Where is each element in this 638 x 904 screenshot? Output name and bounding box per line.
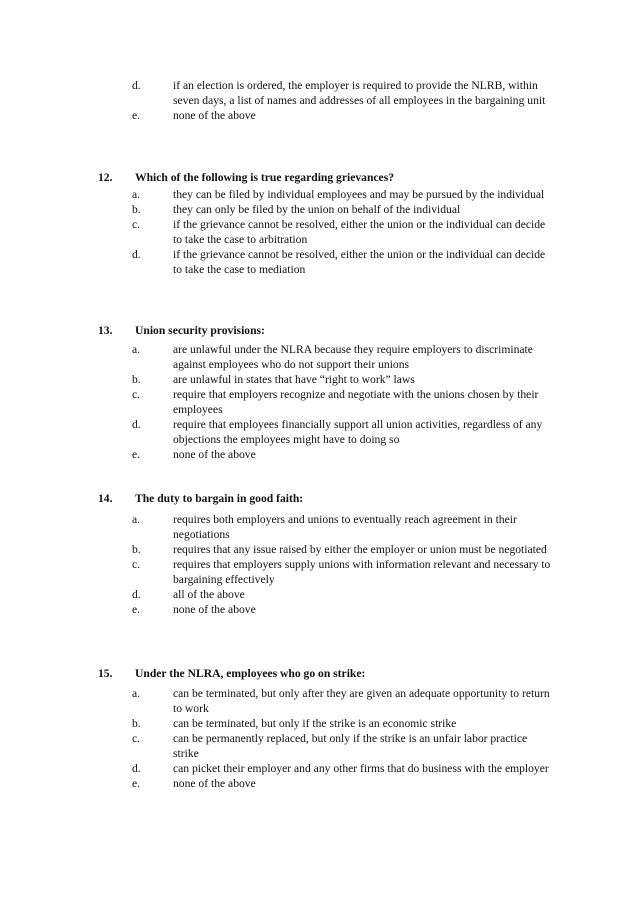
question-15-options	[132, 686, 552, 791]
option-text: none of the above	[173, 777, 256, 790]
option-text: require that employers recognize and negotiate with the unions chosen by their employees	[173, 388, 539, 416]
option-item	[132, 512, 552, 542]
option-letter: a.	[132, 188, 141, 201]
option-text: requires both employers and unions to eventually reach agreement in their negotiations	[173, 513, 517, 541]
question-number: 13.	[98, 324, 113, 337]
option-text: if the grievance cannot be resolved, either the union or the individual can decide to take the case to mediation	[173, 248, 546, 276]
option-text: can be permanently replaced, but only if the strike is an unfair labor practice strike	[173, 732, 528, 760]
option-item	[132, 387, 552, 417]
option-text: none of the above	[173, 109, 256, 122]
option-letter: c.	[132, 218, 141, 231]
question-text: Under the NLRA, employees who go on strike:	[135, 667, 366, 680]
option-letter: d.	[132, 588, 141, 601]
question-13-options	[132, 342, 552, 462]
option-text: can be terminated, but only after they are given an adequate opportunity to return to work	[173, 687, 550, 715]
question-number: 14.	[98, 492, 113, 505]
option-item	[132, 542, 552, 557]
option-text: none of the above	[173, 603, 256, 616]
option-item	[132, 716, 552, 731]
option-letter: d.	[132, 79, 141, 92]
option-text: they can be filed by individual employees and may be pursued by the individual	[173, 188, 545, 201]
option-letter: b.	[132, 717, 141, 730]
option-item	[132, 108, 552, 123]
option-letter: d.	[132, 248, 141, 261]
option-letter: d.	[132, 762, 141, 775]
question-number: 12.	[98, 171, 113, 184]
option-letter: a.	[132, 513, 141, 526]
option-item	[132, 342, 552, 372]
continuation-options	[132, 78, 552, 123]
option-text: are unlawful under the NLRA because they require employers to discriminate against employees who do not support their unions	[173, 343, 533, 371]
option-text: they can only be filed by the union on behalf of the individual	[173, 203, 461, 216]
option-letter: e.	[132, 109, 141, 122]
option-item	[132, 187, 552, 202]
option-item	[132, 202, 552, 217]
option-letter: e.	[132, 603, 141, 616]
question-12-options	[132, 187, 552, 277]
option-text: if an election is ordered, the employer is required to provide the NLRB, within seven days, a list of names and addresses of all employees in the bargaining unit	[173, 79, 546, 107]
option-item	[132, 447, 552, 462]
option-letter: a.	[132, 687, 141, 700]
option-text: can picket their employer and any other firms that do business with the employer	[173, 762, 549, 775]
option-item	[132, 731, 552, 761]
option-item	[132, 557, 552, 587]
option-item	[132, 247, 552, 277]
option-item	[132, 602, 552, 617]
option-item	[132, 761, 552, 776]
option-letter: b.	[132, 203, 141, 216]
option-text: all of the above	[173, 588, 245, 601]
option-letter: b.	[132, 543, 141, 556]
option-text: if the grievance cannot be resolved, either the union or the individual can decide to take the case to arbitration	[173, 218, 546, 246]
question-14-options	[132, 512, 552, 617]
option-item	[132, 78, 552, 108]
option-item	[132, 417, 552, 447]
option-letter: b.	[132, 373, 141, 386]
question-text: Which of the following is true regarding grievances?	[135, 171, 395, 184]
option-text: require that employees financially support all union activities, regardless of any objections the employees might have to doing so	[173, 418, 543, 446]
option-item	[132, 217, 552, 247]
option-text: can be terminated, but only if the strike is an economic strike	[173, 717, 457, 730]
option-letter: c.	[132, 732, 141, 745]
option-letter: c.	[132, 388, 141, 401]
option-item	[132, 776, 552, 791]
question-text: Union security provisions:	[135, 324, 265, 337]
option-text: requires that any issue raised by either the employer or union must be negotiated	[173, 543, 547, 556]
question-text: The duty to bargain in good faith:	[135, 492, 304, 505]
option-letter: d.	[132, 418, 141, 431]
option-letter: c.	[132, 558, 141, 571]
option-letter: e.	[132, 777, 141, 790]
option-text: are unlawful in states that have “right to work” laws	[173, 373, 415, 386]
option-text: none of the above	[173, 448, 256, 461]
option-text: requires that employers supply unions with information relevant and necessary to bargaining effectively	[173, 558, 551, 586]
question-number: 15.	[98, 667, 113, 680]
option-letter: e.	[132, 448, 141, 461]
option-letter: a.	[132, 343, 141, 356]
option-item	[132, 686, 552, 716]
option-item	[132, 587, 552, 602]
option-item	[132, 372, 552, 387]
